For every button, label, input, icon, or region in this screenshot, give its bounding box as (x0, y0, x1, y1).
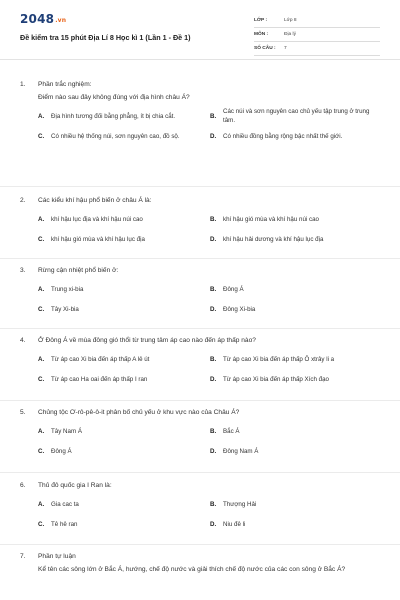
question-2 (20, 196, 380, 249)
option-letter: A. (38, 215, 45, 223)
option-letter: B. (210, 500, 217, 508)
meta-row-class (254, 14, 380, 28)
question-number: 7. (20, 553, 26, 560)
option-letter: D. (210, 305, 217, 313)
option-c[interactable] (38, 126, 210, 146)
option-letter: C. (38, 305, 45, 313)
question-text: Ở Đông Á về mùa đông gió thổi từ trung tâm áp cao nào đến áp thấp nào? (38, 337, 256, 344)
option-letter: A. (38, 355, 45, 363)
option-a[interactable] (38, 279, 210, 299)
option-text: Các núi và sơn nguyên cao chủ yếu tập trung ở trung tâm. (223, 108, 370, 124)
option-letter: B. (210, 355, 217, 363)
option-text: Địa hình tương đối bằng phẳng, ít bị chia cắt. (51, 112, 176, 120)
exam-title: Đề kiểm tra 15 phút Địa Lí 8 Học kì 1 (Lần 1 - Đề 1) (20, 33, 191, 42)
divider (0, 258, 400, 259)
page-header (0, 0, 400, 60)
question-prompt: Điểm nào sau đây không đúng với địa hình châu Á? (38, 94, 190, 101)
option-letter: C. (38, 235, 45, 243)
question-7 (20, 552, 380, 574)
option-c[interactable] (38, 369, 210, 389)
question-number: 6. (20, 482, 26, 489)
option-text: Bắc Á (223, 427, 240, 435)
site-logo[interactable] (20, 12, 66, 26)
option-letter: D. (210, 132, 217, 140)
divider (0, 544, 400, 545)
option-text: Từ áp cao Xi bia đến áp thấp Xích đạo (223, 375, 329, 383)
meta-row-subject (254, 28, 380, 42)
option-text: Đông Á (51, 447, 72, 455)
meta-value: Lớp 8 (284, 18, 297, 23)
option-text: Tây Nam Á (51, 427, 82, 435)
option-text: Từ áp cao Ha oai đến áp thấp I ran (51, 375, 148, 383)
option-text: Có nhiều hệ thống núi, sơn nguyên cao, đồ sộ. (51, 132, 180, 140)
question-number: 4. (20, 337, 26, 344)
option-letter: C. (38, 132, 45, 140)
meta-value: Địa lý (284, 32, 296, 37)
option-text: Gia cac ta (51, 500, 79, 508)
option-d[interactable] (210, 299, 382, 319)
option-b[interactable] (210, 106, 382, 126)
question-6 (20, 481, 380, 534)
option-text: Niu đê li (223, 520, 246, 528)
logo-main: 2048 (20, 12, 55, 26)
meta-row-count (254, 42, 380, 56)
option-text: khí hậu gió mùa và khí hậu lục địa (51, 235, 145, 243)
option-text: Đông Nam Á (223, 447, 259, 455)
option-c[interactable] (38, 441, 210, 461)
option-c[interactable] (38, 514, 210, 534)
option-letter: D. (210, 375, 217, 383)
logo-suffix: .vn (55, 17, 67, 24)
question-number: 3. (20, 267, 26, 274)
question-number: 2. (20, 197, 26, 204)
option-b[interactable] (210, 494, 382, 514)
option-letter: B. (210, 285, 217, 293)
option-d[interactable] (210, 514, 382, 534)
option-letter: C. (38, 520, 45, 528)
option-b[interactable] (210, 279, 382, 299)
option-letter: A. (38, 112, 45, 120)
option-d[interactable] (210, 229, 382, 249)
question-text: Rừng cận nhiệt phổ biến ở: (38, 267, 119, 274)
option-letter: A. (38, 500, 45, 508)
option-text: Có nhiều đồng bằng rộng bậc nhất thế giới. (223, 132, 343, 140)
question-5 (20, 408, 380, 461)
option-letter: B. (210, 215, 217, 223)
option-letter: D. (210, 235, 217, 243)
question-number: 5. (20, 409, 26, 416)
meta-value: 7 (284, 46, 287, 51)
option-text: Từ áp cao Xi bia đến áp thấp A lê út (51, 355, 150, 363)
question-text: Phần trắc nghiệm: (38, 81, 92, 88)
question-text: Phần tự luận (38, 553, 76, 560)
divider (0, 400, 400, 401)
question-1 (20, 80, 380, 146)
option-a[interactable] (38, 209, 210, 229)
option-d[interactable] (210, 126, 382, 146)
option-a[interactable] (38, 106, 210, 126)
option-text: Đông Xi-bia (223, 305, 256, 313)
option-text: Đông Á (223, 285, 244, 293)
option-text: khí hậu lục địa và khí hậu núi cao (51, 215, 143, 223)
option-text: Thượng Hải (223, 500, 257, 508)
option-text: khí hậu hải dương và khí hậu lục địa (223, 235, 324, 243)
question-text: Chủng tộc Ơ-rô-pê-ô-it phân bố chủ yếu ở khu vực nào của Châu Á? (38, 409, 240, 416)
option-letter: A. (38, 427, 45, 435)
option-b[interactable] (210, 349, 382, 369)
option-letter: D. (210, 520, 217, 528)
option-text: Từ áp cao Xi bia đến áp thấp Ô xtrây li a (223, 355, 335, 363)
question-text: Thủ đô quốc gia I Ran là: (38, 482, 112, 489)
option-c[interactable] (38, 299, 210, 319)
question-number: 1. (20, 81, 26, 88)
option-letter: D. (210, 447, 217, 455)
option-text: Trung xi-bia (51, 285, 84, 293)
option-text: khí hậu gió mùa và khí hậu núi cao (223, 215, 319, 223)
option-d[interactable] (210, 369, 382, 389)
question-prompt: Kể tên các sông lớn ở Bắc Á, hướng, chế độ nước và giải thích chế độ nước của các con sông ở Bắc Á? (38, 566, 346, 573)
question-3 (20, 266, 380, 319)
option-letter: B. (210, 112, 217, 120)
option-a[interactable] (38, 421, 210, 441)
meta-key: LỚP : (254, 18, 268, 23)
option-letter: A. (38, 285, 45, 293)
meta-key: MÔN : (254, 32, 269, 37)
exam-info (254, 14, 380, 56)
option-letter: C. (38, 447, 45, 455)
divider (0, 328, 400, 329)
option-a[interactable] (38, 494, 210, 514)
option-text: Tây Xi-bia (51, 305, 79, 313)
option-b[interactable] (210, 421, 382, 441)
option-a[interactable] (38, 349, 210, 369)
option-c[interactable] (38, 229, 210, 249)
question-4 (20, 336, 380, 389)
option-text: Tê hê ran (51, 520, 78, 528)
divider (0, 472, 400, 473)
meta-key: SỐ CÂU : (254, 46, 276, 51)
option-letter: B. (210, 427, 217, 435)
option-b[interactable] (210, 209, 382, 229)
option-d[interactable] (210, 441, 382, 461)
divider (0, 186, 400, 187)
option-letter: C. (38, 375, 45, 383)
question-text: Các kiểu khí hậu phổ biến ở châu Á là: (38, 197, 152, 204)
